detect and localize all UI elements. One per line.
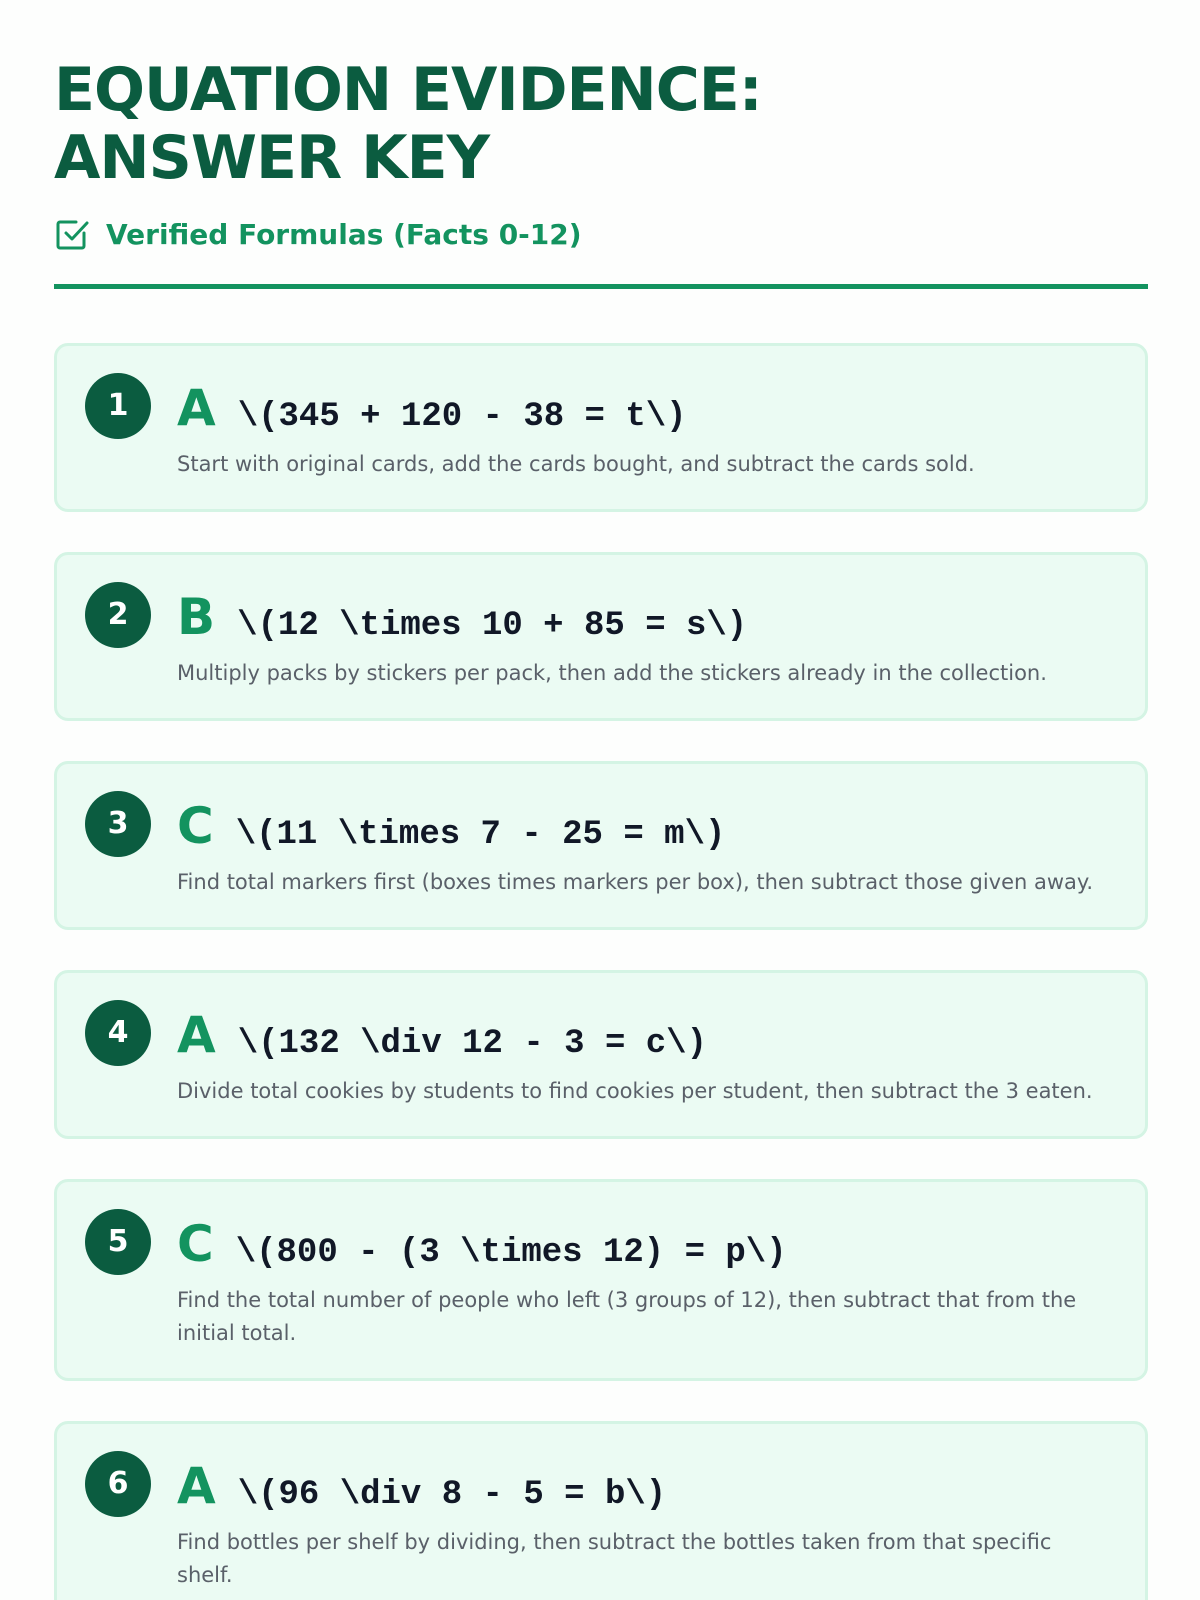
answer-letter: A [177, 379, 216, 437]
question-number-badge: 6 [85, 1451, 151, 1517]
answer-card [54, 1421, 1148, 1600]
page-title: EQUATION EVIDENCE: ANSWER KEY [54, 55, 762, 193]
question-number-badge: 3 [85, 791, 151, 857]
answer-card [54, 761, 1148, 930]
question-number-badge: 5 [85, 1209, 151, 1275]
answer-row [177, 1005, 1117, 1065]
answer-equation: \(11 \times 7 - 25 = m\) [235, 816, 726, 854]
header-divider [54, 284, 1148, 289]
answer-card [54, 1179, 1148, 1381]
answer-card [54, 552, 1148, 721]
answer-letter: C [177, 1215, 214, 1273]
answer-equation: \(12 \times 10 + 85 = s\) [237, 607, 748, 645]
checkbox-checked-icon [54, 216, 90, 252]
answer-letter: A [177, 1006, 216, 1064]
answer-equation: \(345 + 120 - 38 = t\) [237, 398, 687, 436]
answer-equation: \(132 \div 12 - 3 = c\) [237, 1025, 707, 1063]
answer-row [177, 1214, 1117, 1274]
answer-row [177, 1456, 1117, 1516]
answer-row [177, 378, 1117, 438]
answer-card [54, 970, 1148, 1139]
answer-list [54, 343, 1146, 1600]
answer-explanation: Find total markers first (boxes times markers per box), then subtract those given away. [177, 870, 1094, 894]
question-number-badge: 4 [85, 1000, 151, 1066]
subtitle-row [54, 214, 1146, 254]
answer-row [177, 587, 1117, 647]
answer-explanation: Find bottles per shelf by dividing, then subtract the bottles taken from that specific shelf. [177, 1530, 1052, 1587]
answer-card [54, 343, 1148, 512]
question-number-badge: 2 [85, 582, 151, 648]
answer-letter: C [177, 797, 214, 855]
answer-letter: A [177, 1457, 216, 1515]
answer-explanation: Start with original cards, add the cards bought, and subtract the cards sold. [177, 452, 975, 476]
question-number-badge: 1 [85, 373, 151, 439]
answer-row [177, 796, 1117, 856]
answer-explanation: Find the total number of people who left (3 groups of 12), then subtract that from the initial total. [177, 1288, 1077, 1345]
answer-explanation: Multiply packs by stickers per pack, then add the stickers already in the collection. [177, 661, 1047, 685]
answer-equation: \(800 - (3 \times 12) = p\) [235, 1234, 787, 1272]
page-subtitle: Verified Formulas (Facts 0-12) [106, 217, 582, 251]
answer-letter: B [177, 588, 216, 646]
answer-explanation: Divide total cookies by students to find cookies per student, then subtract the 3 eaten. [177, 1079, 1093, 1103]
answer-equation: \(96 \div 8 - 5 = b\) [237, 1476, 667, 1514]
